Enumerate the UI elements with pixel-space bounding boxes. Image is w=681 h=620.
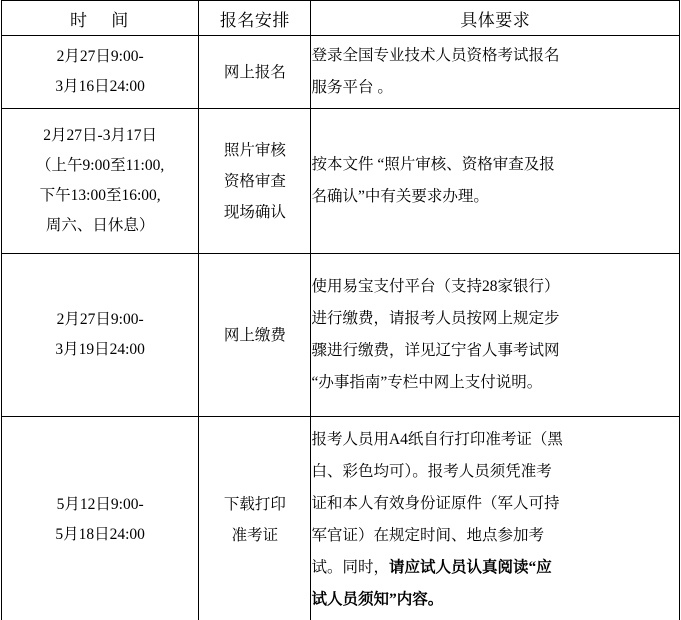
requirement-line: 证和本人有效身份证原件（军人可持 xyxy=(311,495,560,512)
table-row xyxy=(2,254,680,417)
item-line: 资格审查 xyxy=(223,172,286,190)
cell-time xyxy=(2,417,199,620)
item-line: 照片审核 xyxy=(223,141,286,159)
cell-item xyxy=(199,109,311,254)
requirement-line: 军官证）在规定时间、地点参加考 xyxy=(311,527,544,544)
item-line: 准考证 xyxy=(231,527,279,544)
requirement-line-bold: 试人员须知”内容。 xyxy=(311,591,444,608)
cell-time xyxy=(2,36,199,109)
requirement-line: 登录全国专业技术人员资格考试报名 xyxy=(311,47,560,64)
time-line: 2月27日-3月17日 xyxy=(43,127,157,144)
requirement-line: 白、彩色均可）。报考人员须凭准考 xyxy=(311,463,552,480)
requirement-line: 报考人员用A4纸自行打印准考证（黑 xyxy=(311,431,563,448)
time-line: 下午13:00至16:00, xyxy=(39,187,161,204)
table-row xyxy=(2,417,680,620)
cell-item xyxy=(199,417,311,620)
requirement-line: 使用易宝支付平台（支持28家银行） xyxy=(311,278,560,295)
header-item: 报名安排 xyxy=(199,1,311,36)
requirement-line: 按本文件 “照片审核、资格审查及报 xyxy=(311,156,555,173)
requirement-line-mixed xyxy=(311,552,679,584)
requirement-line: 服务平台 。 xyxy=(311,79,393,96)
cell-requirement xyxy=(311,417,680,620)
requirement-line: 名确认”中有关要求办理。 xyxy=(311,188,489,205)
cell-requirement xyxy=(311,254,680,417)
cell-time xyxy=(2,109,199,254)
cell-item xyxy=(199,254,311,417)
time-line: （上午9:00至11:00, xyxy=(36,157,165,174)
cell-requirement xyxy=(311,109,680,254)
time-line: 5月12日9:00- xyxy=(56,496,144,513)
item-line: 下载打印 xyxy=(223,496,286,513)
time-line: 3月16日24:00 xyxy=(55,78,145,95)
requirement-line: “办事指南”专栏中网上支付说明。 xyxy=(311,374,543,391)
item-line: 网上缴费 xyxy=(223,326,286,344)
header-requirement: 具体要求 xyxy=(311,1,680,36)
table-row xyxy=(2,109,680,254)
registration-schedule-table xyxy=(1,0,680,620)
item-line: 网上报名 xyxy=(223,63,286,81)
cell-requirement xyxy=(311,36,680,109)
table-row xyxy=(2,36,680,109)
time-line: 2月27日9:00- xyxy=(56,311,144,328)
time-line: 5月18日24:00 xyxy=(55,526,145,543)
requirement-text-bold: 请应试人员认真阅读“应 xyxy=(388,559,552,576)
header-time: 时 间 xyxy=(2,1,199,36)
time-line: 2月27日9:00- xyxy=(56,48,144,65)
cell-time xyxy=(2,254,199,417)
requirement-line: 进行缴费，请报考人员按网上规定步 xyxy=(311,310,560,327)
requirement-line: 骤进行缴费，详见辽宁省人事考试网 xyxy=(311,342,560,359)
requirement-text-normal: 试。同时， xyxy=(311,559,389,576)
time-line: 周六、日休息） xyxy=(45,217,155,234)
time-line: 3月19日24:00 xyxy=(55,341,145,358)
table-header-row xyxy=(2,1,680,36)
cell-item xyxy=(199,36,311,109)
item-line: 现场确认 xyxy=(223,203,286,221)
